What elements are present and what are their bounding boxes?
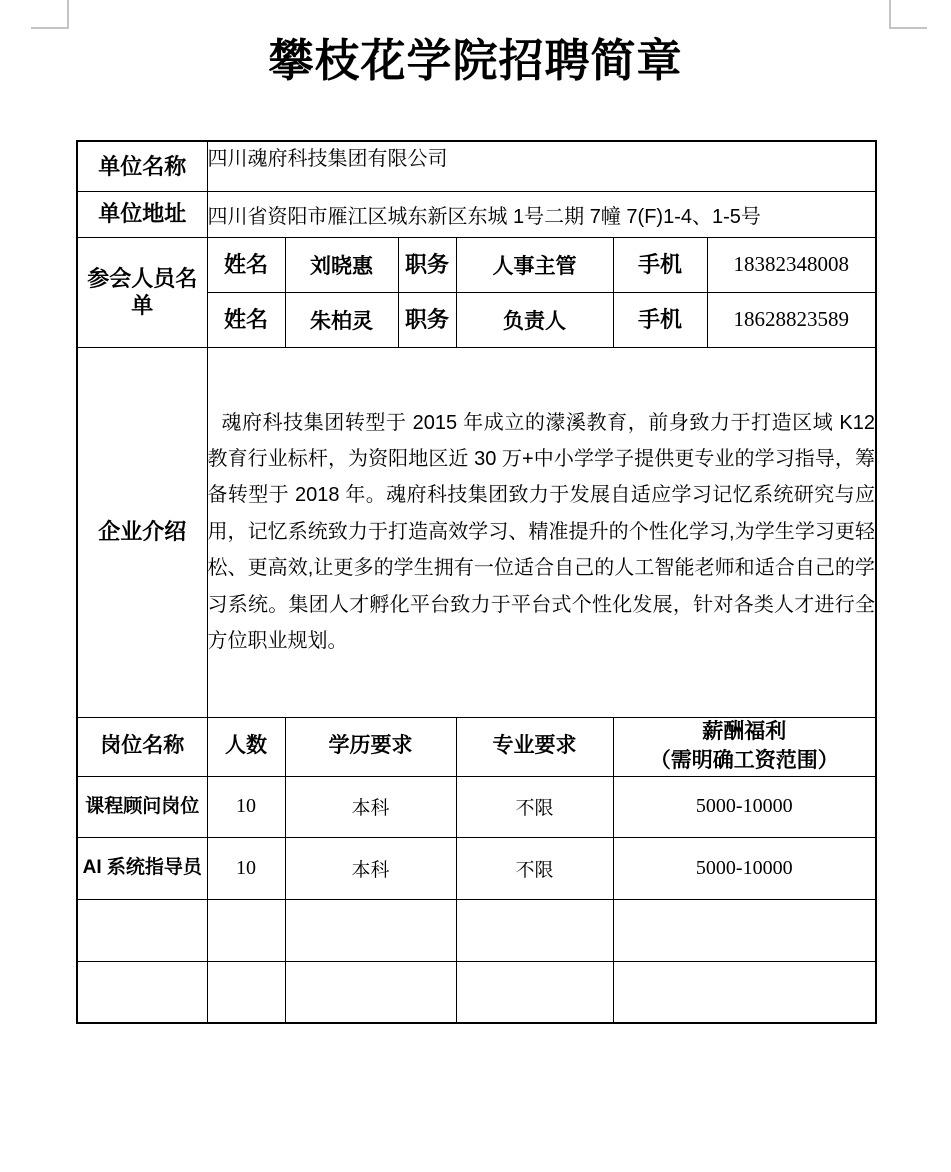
job-header-salary (613, 717, 876, 776)
job-salary (613, 899, 876, 961)
attendee-name: 刘晓惠 (285, 237, 398, 292)
job-education: 本科 (285, 776, 456, 837)
attendee-title: 负责人 (456, 292, 613, 347)
unit-name-value: 四川魂府科技集团有限公司 (207, 141, 876, 191)
unit-address-value: 四川省资阳市雁江区城东新区东城 1号二期 7幢 7(F)1-4、1-5号 (207, 191, 876, 237)
job-row (77, 837, 876, 899)
job-salary: 5000-10000 (613, 776, 876, 837)
company-intro-row (77, 347, 876, 717)
job-education: 本科 (285, 837, 456, 899)
job-header-position: 岗位名称 (77, 717, 207, 776)
unit-address-row (77, 191, 876, 237)
job-major (456, 961, 613, 1023)
company-intro-cell (207, 347, 876, 717)
recruitment-table (76, 140, 877, 1024)
job-major (456, 899, 613, 961)
job-header-salary-line2: （需明确工资范围） (649, 748, 839, 772)
attendee-name-label: 姓名 (207, 292, 285, 347)
attendee-phone: 18382348008 (707, 237, 876, 292)
attendee-title-label: 职务 (398, 237, 456, 292)
job-major: 不限 (456, 776, 613, 837)
page-title: 攀枝花学院招聘简章 (268, 35, 683, 86)
unit-name-label: 单位名称 (77, 141, 207, 191)
attendees-label: 参会人员名单 (77, 237, 207, 347)
job-header-salary-line1: 薪酬福利 (702, 720, 787, 744)
attendee-row (77, 237, 876, 292)
job-headcount (207, 961, 285, 1023)
company-intro-text: 魂府科技集团转型于 2015 年成立的濛溪教育，前身致力于打造区域 K12 教育行业标杆，为资阳地区近 30 万+中小学学子提供更专业的学习指导，筹备转型于 2018 年。魂府科技集团致力于发展自适应学习记忆系统研究与应用，记忆系统致力于打造高效学习、精准提升的个性化学习,为学生学习更轻松、更高效,让更多的学生拥有一位适合自己的人工智能老师和适合自己的学习系统。集团人才孵化平台致力于平台式个性化发展，针对各类人才进行全方位职业规划。 (207, 411, 875, 652)
job-major: 不限 (456, 837, 613, 899)
attendee-phone-label: 手机 (613, 292, 707, 347)
attendee-phone: 18628823589 (707, 292, 876, 347)
job-education (285, 899, 456, 961)
attendee-phone-label: 手机 (613, 237, 707, 292)
job-position (77, 899, 207, 961)
unit-address-label: 单位地址 (77, 191, 207, 237)
job-position (77, 961, 207, 1023)
job-salary: 5000-10000 (613, 837, 876, 899)
job-headcount: 10 (207, 837, 285, 899)
attendee-name: 朱柏灵 (285, 292, 398, 347)
job-header-education: 学历要求 (285, 717, 456, 776)
job-row (77, 961, 876, 1023)
job-header-headcount: 人数 (207, 717, 285, 776)
job-position: AI 系统指导员 (77, 837, 207, 899)
job-header-row (77, 717, 876, 776)
unit-name-row (77, 141, 876, 191)
job-row (77, 776, 876, 837)
job-headcount: 10 (207, 776, 285, 837)
job-headcount (207, 899, 285, 961)
job-education (285, 961, 456, 1023)
company-intro-label: 企业介绍 (77, 347, 207, 717)
attendee-name-label: 姓名 (207, 237, 285, 292)
job-position: 课程顾问岗位 (77, 776, 207, 837)
attendee-title: 人事主管 (456, 237, 613, 292)
attendee-title-label: 职务 (398, 292, 456, 347)
job-row (77, 899, 876, 961)
job-header-major: 专业要求 (456, 717, 613, 776)
job-salary (613, 961, 876, 1023)
